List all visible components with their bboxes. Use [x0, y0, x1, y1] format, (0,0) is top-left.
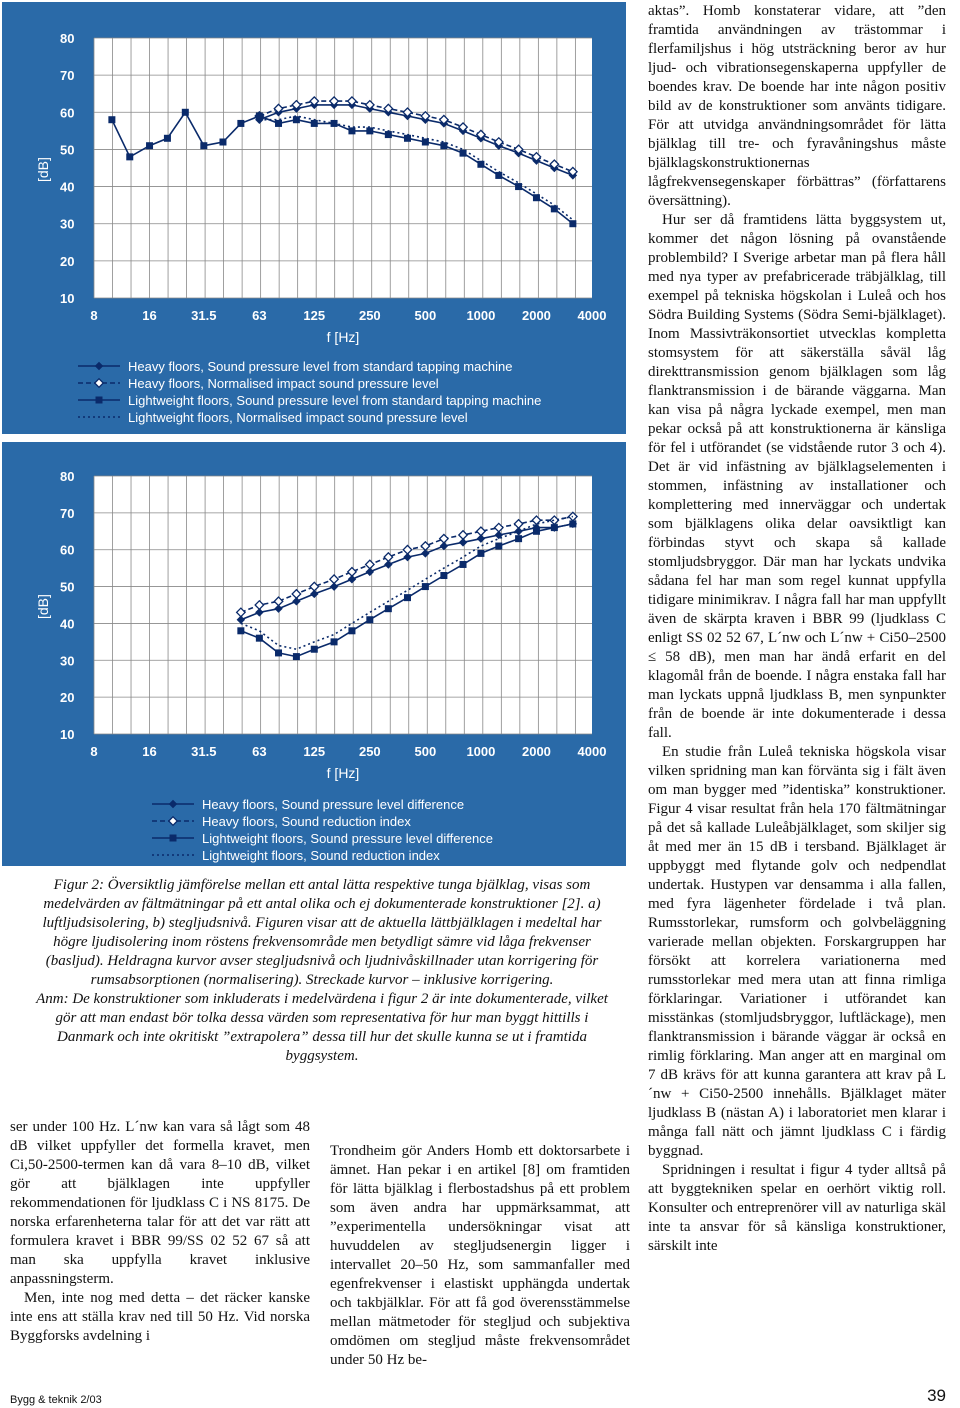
y-axis-label: [dB] — [35, 157, 51, 182]
data-point — [515, 535, 522, 542]
paragraph: ser under 100 Hz. L´nw kan vara så lågt som 48 dB vilket uppfyller det formella kravet, men Ci,50-2500-termen kan då vara 8–10 dB, vilket gör att bjälklagen inte uppfyller rekommendationen för ljudklass C i NS 8175. De norska erfarenheterna talar för att det var rätt att formulera kravet i BBR 99/SS 02 52 67 så att man ska uppfylla kravet inklusive anpassningsterm. — [10, 1119, 310, 1287]
legend-marker — [169, 817, 177, 825]
x-tick-label: 8 — [90, 744, 98, 759]
x-axis-label: f [Hz] — [326, 329, 360, 345]
y-tick-label: 60 — [60, 542, 75, 558]
data-point — [146, 142, 153, 149]
data-point — [404, 594, 411, 601]
x-tick-label: 250 — [358, 308, 381, 323]
data-point — [293, 653, 300, 660]
data-point — [385, 131, 392, 138]
y-tick-label: 40 — [60, 179, 75, 195]
data-point — [440, 572, 447, 579]
text-column-right — [648, 2, 946, 1256]
y-tick-label: 80 — [60, 469, 75, 484]
y-tick-label: 70 — [60, 505, 75, 521]
data-point — [495, 172, 502, 179]
x-tick-label: 500 — [414, 744, 437, 759]
x-tick-label: 16 — [142, 744, 157, 759]
x-tick-label: 250 — [358, 744, 381, 759]
y-tick-label: 50 — [60, 142, 75, 158]
figure-panel-a — [2, 2, 626, 434]
data-point — [237, 627, 244, 634]
data-point — [275, 120, 282, 127]
data-point — [331, 638, 338, 645]
data-point — [551, 524, 558, 531]
data-point — [311, 646, 318, 653]
data-point — [422, 583, 429, 590]
x-tick-label: 1000 — [466, 744, 496, 759]
x-tick-label: 31.5 — [191, 744, 217, 759]
page-number: 39 — [927, 1386, 946, 1405]
data-point — [275, 649, 282, 656]
data-point — [348, 627, 355, 634]
x-tick-label: 8 — [90, 308, 98, 323]
data-point — [237, 120, 244, 127]
data-point — [366, 127, 373, 134]
legend-label: Heavy floors, Sound pressure level from standard tapping machine — [128, 359, 513, 374]
legend-label: Lightweight floors, Sound pressure level from standard tapping machine — [128, 393, 542, 408]
legend-marker — [169, 800, 177, 808]
x-tick-label: 63 — [252, 744, 267, 759]
data-point — [164, 135, 171, 142]
y-tick-label: 10 — [60, 727, 75, 742]
data-point — [200, 142, 207, 149]
plot-area — [94, 476, 592, 734]
figure-panel-b — [2, 442, 626, 866]
data-point — [182, 109, 189, 116]
data-point — [108, 116, 115, 123]
paragraph: Men, inte nog med detta – det räcker kanske inte ens att ställa krav ned till 50 Hz. Vid norska Byggforsks avdelning i — [10, 1290, 310, 1344]
y-tick-label: 80 — [60, 31, 75, 46]
paragraph: Spridningen i resultat i figur 4 tyder alltså på att byggtekniken spelar en oerhört viktig roll. Konsulter och entreprenörer vill av naturliga skäl inte ta ansvar för så känsliga konstruktioner, särskilt inte — [648, 1162, 946, 1254]
data-point — [126, 153, 133, 160]
chart-b-svg — [2, 442, 626, 866]
plot-area — [94, 38, 592, 298]
y-tick-label: 40 — [60, 616, 75, 632]
legend-marker — [170, 835, 177, 842]
legend-label: Lightweight floors, Normalised impact sound pressure level — [128, 410, 468, 425]
figure-caption — [34, 876, 610, 1066]
text-column-middle — [330, 1142, 630, 1370]
x-tick-label: 31.5 — [191, 308, 217, 323]
paragraph: Trondheim gör Anders Homb ett doktorsarbete i ämnet. Han pekar i en artikel [8] om framtiden för lätta bjälklag i flerbostadshus på ett problem som även andra har uppmärksammat, att ”experimentella undersökningar visat att huvuddelen av stegljudsenergin ligger i intervallet 20–50 Hz, som sammanfaller med egenfrekvenser i elastiskt upphängda undertak och takbjälklar. För att få god överensstämmelse mellan mätmetoder för stegljud och subjektiva omdömen om stegljud måste frekvensområdet under 50 Hz be- — [330, 1143, 630, 1368]
x-tick-label: 63 — [252, 308, 267, 323]
paragraph: aktas”. Homb konstaterar vidare, att ”den framtida användningen av trästommar i flerfamiljshus i hög utsträckning beror av hur ljud- och vibrationsegenskaperna uppfyller de boendes krav. De boende har inte någon positiv bild av de konstruktioner som använts tidigare. För att utvidga användningsområdet för lätta bjälklag till tre- och fyravåningshus måste bjälklagskonstruktionernas lågfrekvensegenskaper förbättras” (författarens översättning). — [648, 3, 946, 209]
x-tick-label: 16 — [142, 308, 157, 323]
y-tick-label: 30 — [60, 216, 75, 232]
y-tick-label: 60 — [60, 105, 75, 121]
y-tick-label: 50 — [60, 579, 75, 595]
y-tick-label: 20 — [60, 690, 75, 706]
y-tick-label: 70 — [60, 68, 75, 84]
y-tick-label: 10 — [60, 291, 75, 306]
data-point — [385, 605, 392, 612]
data-point — [460, 561, 467, 568]
x-tick-label: 500 — [414, 308, 437, 323]
paragraph: En studie från Luleå tekniska högskola visar vilken spridning man kan förvänta sig i fält även om man bygger med ”identiska” konstruktioner. Figur 4 visar resultat från hela 170 fältmätningar på det så kallade Luleåbjälklaget, som skiljer sig åt med mer än 15 dB i tersband. Bjälklaget är uppbyggt med flytande golv och nedpendlat undertak. Hustypen var densamma i alla fallen, med fyra lägenheter fördelade i två plan. Rumsstorlekar, rumsform och golvbeläggning varierade mellan objekten. Forskargruppen har försökt att korrelera variationerna med rumsstorlekar med mera utan att finna rimliga förklaringar. Variationer i utförandet kan misstänkas (stomljudsbryggor, luftläckage), men flanktransmission i bärande väggar är också en rimlig förklaring. Man anger att en marginal om 7 dB krävs för att kunna garantera att krav på L´nw + Ci50-2500 innehålls. Bjälklaget mäter ljudklass B (nästan A) i laboratoriet men klarar i många fall nätt och jämnt ljudklass C i färdig byggnad. — [648, 744, 946, 1159]
x-tick-label: 4000 — [577, 744, 607, 759]
data-point — [256, 113, 263, 120]
x-tick-label: 125 — [303, 744, 326, 759]
legend-label: Lightweight floors, Sound reduction index — [202, 848, 440, 863]
text-column-left — [10, 1118, 310, 1346]
y-tick-label: 30 — [60, 653, 75, 669]
caption-note: Anm: De konstruktioner som inkluderats i medelvärdena i figur 2 är inte dokumenterade, vilket gör att man endast bör tolka dessa värden som representativa för hur man byggt hittills i Danmark och inte okritiskt ”extrapolera” dessa till hur det skulle kunna se ut i framtida byggsystem. — [36, 991, 608, 1064]
y-tick-label: 20 — [60, 253, 75, 269]
data-point — [477, 550, 484, 557]
x-tick-label: 2000 — [521, 308, 551, 323]
x-tick-label: 1000 — [466, 308, 496, 323]
data-point — [569, 220, 576, 227]
x-tick-label: 125 — [303, 308, 326, 323]
data-point — [569, 520, 576, 527]
y-axis-label: [dB] — [35, 594, 51, 619]
data-point — [495, 543, 502, 550]
legend-label: Heavy floors, Sound reduction index — [202, 814, 411, 829]
caption-paragraph: Figur 2: Översiktlig jämförelse mellan ett antal lätta respektive tunga bjälklag, visas som medelvärden av fältmätningar på ett antal olika och ej dokumenterade konstruktioner [2]. a) luftljudsisolering, b) stegljudsnivå. Figuren visar att de aktuella lättbjälklagen i medeltal har högre ljudisolering inom röstens frekvensområde men betydligt sämre vid låga frekvenser (basljud). Heldragna kurvor avser stegljudsnivå och ljudnivåskillnader utan korrigering för rumsabsorptionen (normalisering). Streckade kurvor – inklusive korrigering. — [42, 877, 602, 988]
data-point — [348, 127, 355, 134]
x-tick-label: 4000 — [577, 308, 607, 323]
legend-label: Lightweight floors, Sound pressure level difference — [202, 831, 493, 846]
data-point — [533, 528, 540, 535]
x-tick-label: 2000 — [521, 744, 551, 759]
data-point — [219, 139, 226, 146]
journal-footer: Bygg & teknik 2/03 — [10, 1394, 102, 1406]
data-point — [404, 135, 411, 142]
data-point — [551, 205, 558, 212]
data-point — [256, 635, 263, 642]
legend-marker — [95, 379, 103, 387]
x-axis-label: f [Hz] — [326, 765, 360, 781]
legend-label: Heavy floors, Normalised impact sound pressure level — [128, 376, 439, 391]
data-point — [366, 616, 373, 623]
legend-label: Heavy floors, Sound pressure level difference — [202, 797, 465, 812]
legend-marker — [96, 397, 103, 404]
data-point — [311, 120, 318, 127]
paragraph: Hur ser då framtidens lätta byggsystem ut, kommer det någon lösning på ovanstående problembild? I Sverige arbetar man på flera håll med nya typer av prefabricerade träbjälklag, till exempel på tekniska högskolan i Luleå och hos Södra Building Systems (Södra Semi-bjälklaget). Inom Massivträkonsortiet utvecklas kompletta stomsystem för att säkerställa såväl låg direkttransmission genom bjälklagen som låg flanktransmission i de bärande väggarna. Man kan visa på några lyckade exempel, men man pekar också på att konstruktionerna är känsliga för fel i utförandet (se vidstående rutor 3 och 4). Det är vid infästning av bjälklagselementen i stommen, infästning av installationer och komplettering med innerväggar och undertak som bjälklagens olika delar oavsiktligt kan förbindas styvt och skapa så kallade stomljudsbryggor. Där man har lyckats undvika sådana fel har man som regel kunnat uppfylla tidigare minimikrav. I några fall har man uppfyllt även de skärpta kraven i BBR 99 (ljudklass C enligt SS 02 52 67, L´nw och L´nw + Ci50–2500 ≤ 58 dB), men man har ändå erfarit en del klagomål från de boende. I några enstaka fall har man lyckats uppnå ljudklass B, men synpunkter från de boende är inte dokumenterade i dessa fall. — [648, 212, 946, 741]
chart-a-svg — [2, 2, 626, 434]
legend-marker — [95, 362, 103, 370]
